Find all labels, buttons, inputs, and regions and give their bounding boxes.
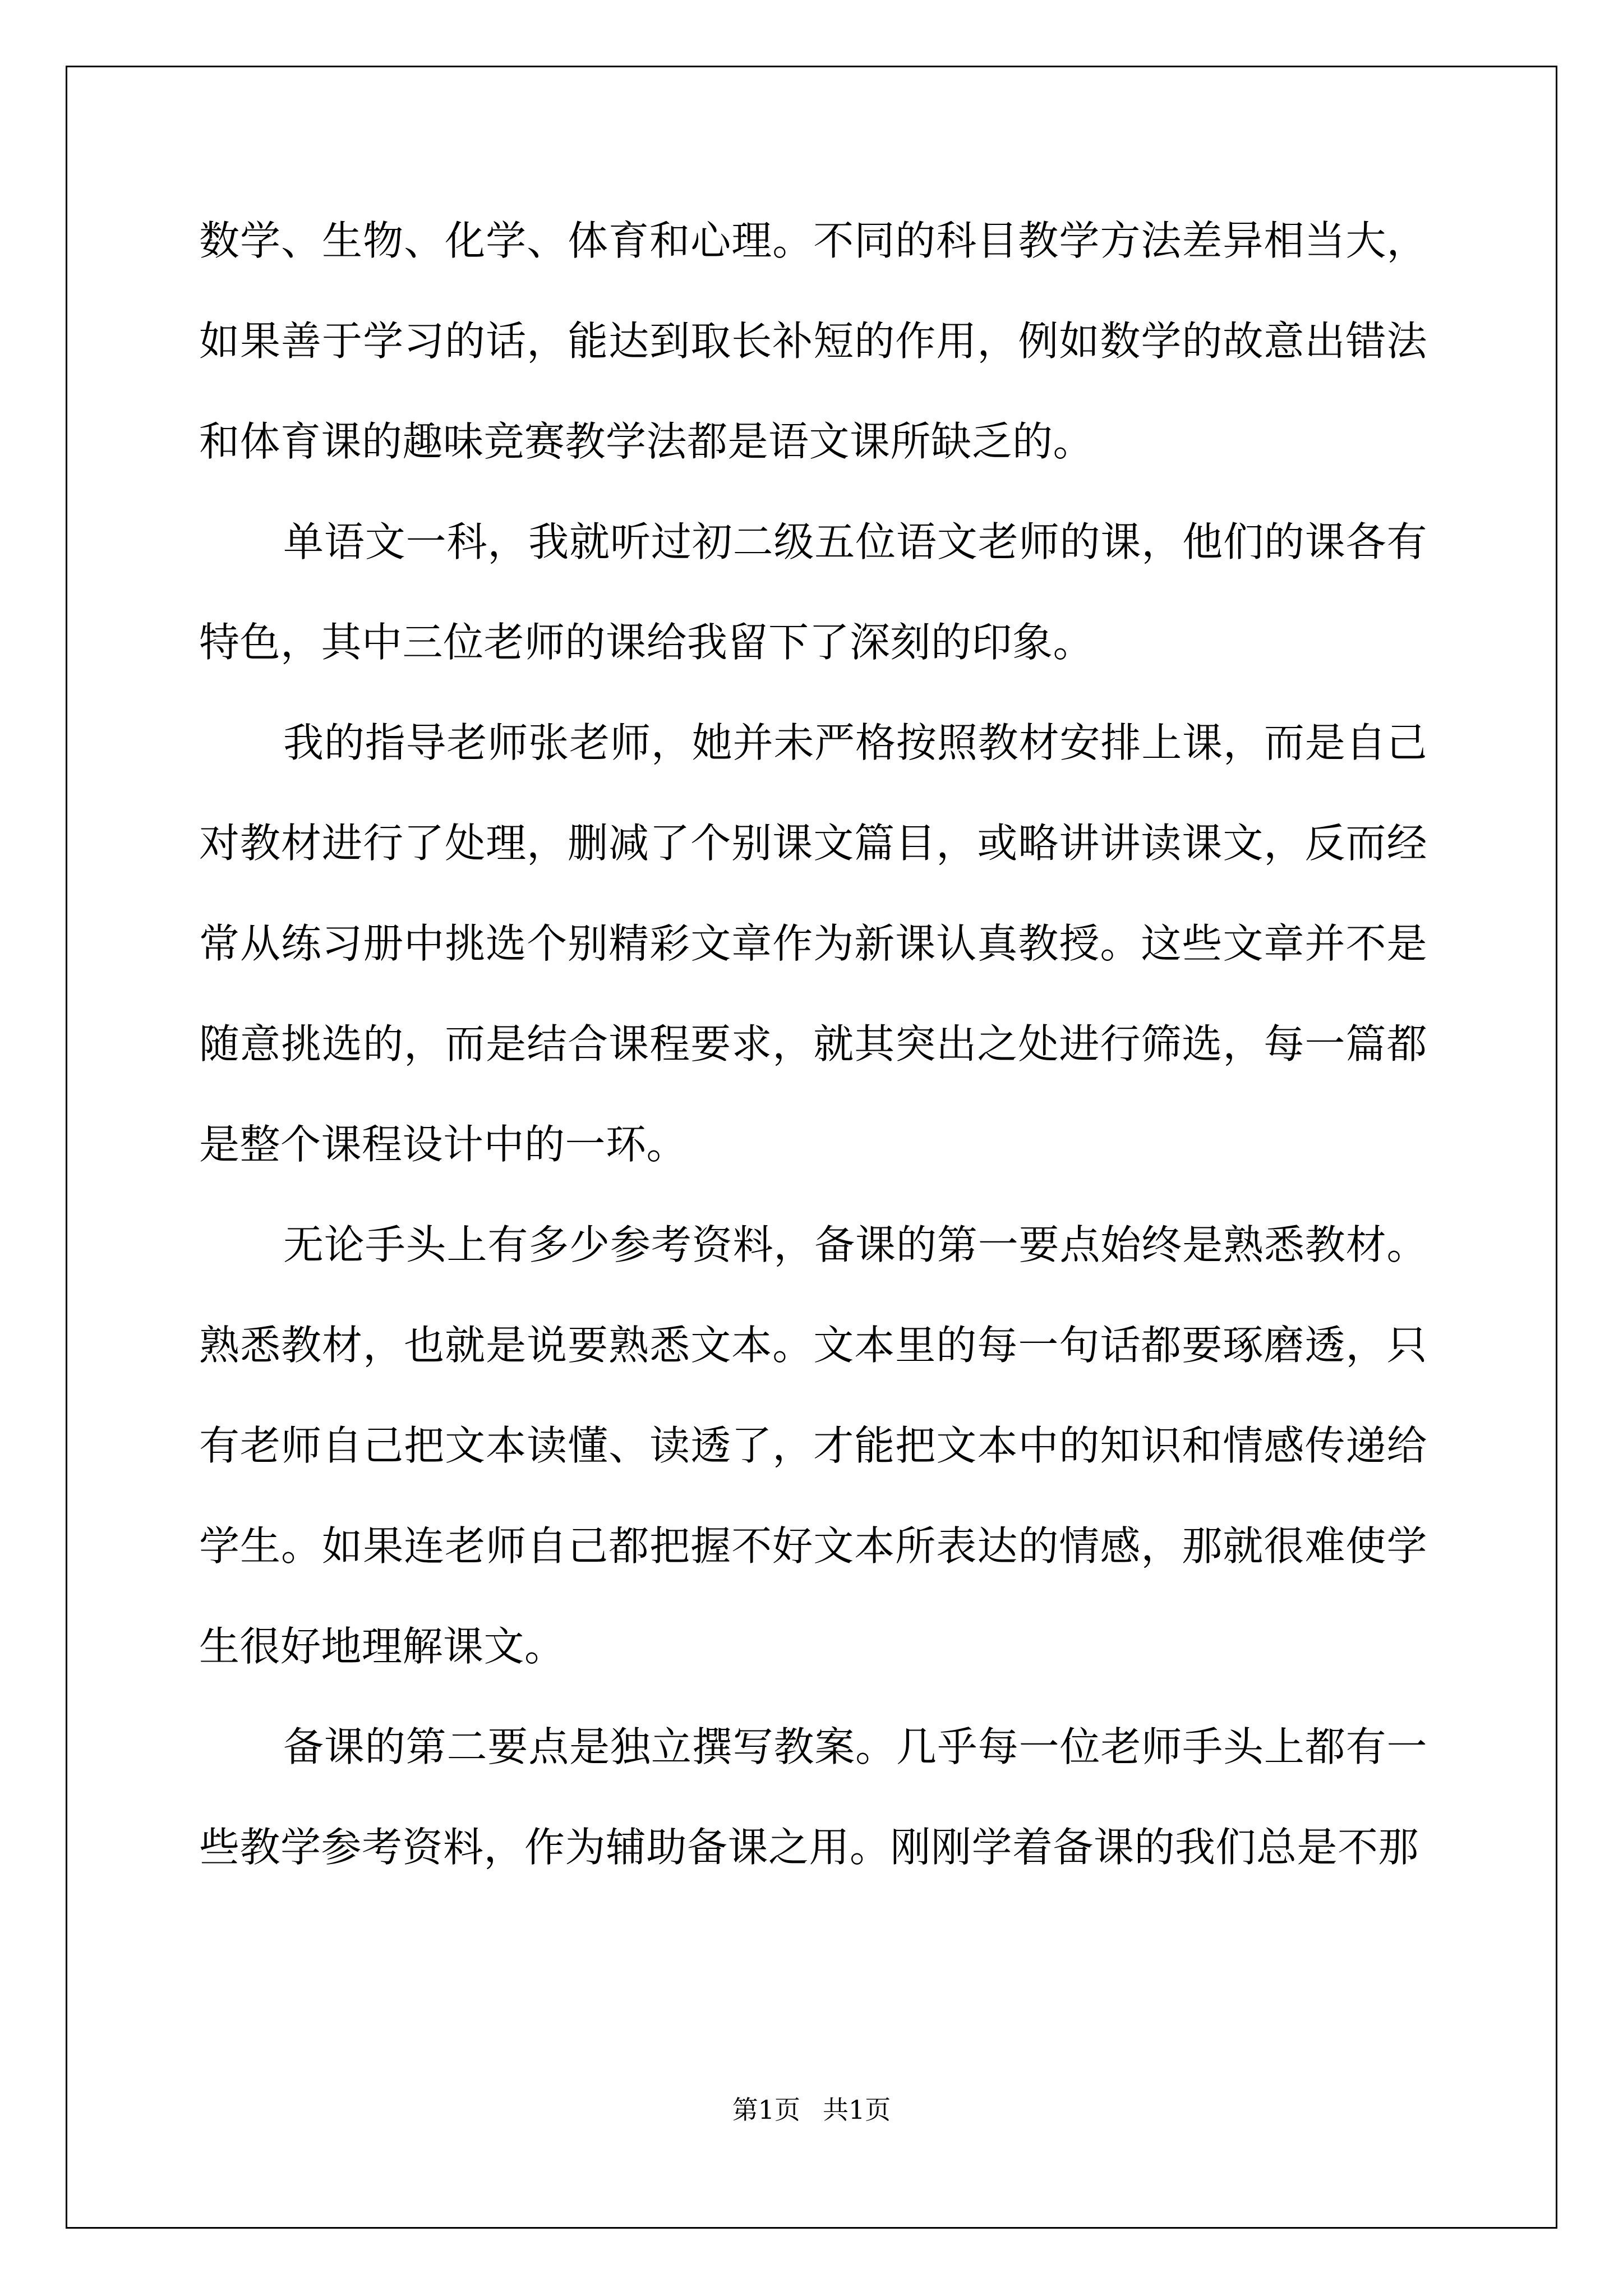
paragraph-2: 单语文一科，我就听过初二级五位语文老师的课，他们的课各有特色，其中三位老师的课给我留下了深刻的印象。 [199,518,1427,666]
paragraph-4: 无论手头上有多少参考资料，备课的第一要点始终是熟悉教材。熟悉教材，也就是说要熟悉文本。文本里的每一句话都要琢磨透，只有老师自己把文本读懂、读透了，才能把文本中的知识和情感传递给学生。如果连老师自己都把握不好文本所表达的情感，那就很难使学生很好地理解课文。 [199,1221,1427,1670]
document-body [199,191,1427,1898]
paragraph-1: 数学、生物、化学、体育和心理。不同的科目教学方法差异相当大，如果善于学习的话，能达到取长补短的作用，例如数学的故意出错法和体育课的趣味竞赛教学法都是语文课所缺乏的。 [199,217,1427,465]
page-number: 第1页 [732,2095,800,2125]
paragraph-5: 备课的第二要点是独立撰写教案。几乎每一位老师手头上都有一些教学参考资料，作为辅助备课之用。刚刚学着备课的我们总是不那 [199,1723,1427,1871]
paragraph-3: 我的指导老师张老师，她并未严格按照教材安排上课，而是自己对教材进行了处理，删减了个别课文篇目，或略讲讲读课文，反而经常从练习册中挑选个别精彩文章作为新课认真教授。这些文章并不是随意挑选的，而是结合课程要求，就其突出之处进行筛选，每一篇都是整个课程设计中的一环。 [199,719,1427,1168]
page-total: 共1页 [823,2095,891,2125]
page-footer [0,2090,1623,2127]
